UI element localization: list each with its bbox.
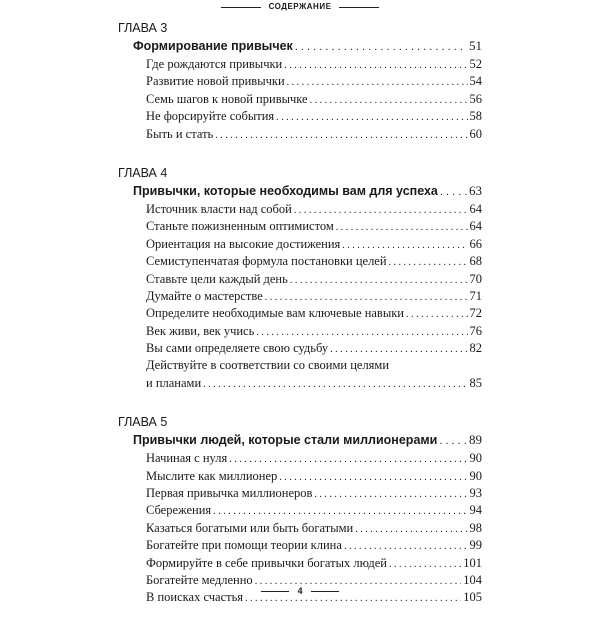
entry-page-number: 60 [469, 126, 482, 141]
dot-leader [276, 109, 467, 125]
toc-entry[interactable] [118, 253, 482, 270]
entry-page-number: 66 [469, 236, 482, 251]
entry-page-number: 76 [469, 323, 482, 338]
running-head-rule-right [339, 7, 379, 8]
entry-page-number: 82 [469, 341, 482, 356]
chapter-label: ГЛАВА 4 [118, 165, 168, 180]
entry-title: Быть и стать [146, 126, 214, 141]
chapter-block [118, 165, 482, 392]
entry-page-number: 64 [469, 219, 482, 234]
entry-page-number: 99 [469, 538, 482, 553]
page-number: 4 [297, 586, 303, 596]
entry-title: Источник власти над собой [146, 201, 292, 216]
dot-leader [439, 431, 467, 450]
entry-title: Семиступенчатая формула постановки целей [146, 254, 387, 269]
footer-rule-right [311, 591, 339, 592]
toc-entry[interactable] [118, 56, 482, 73]
entry-page-number: 58 [469, 109, 482, 124]
running-head [0, 0, 600, 14]
dot-leader [336, 219, 468, 235]
entry-page-number: 85 [469, 375, 482, 390]
toc-entry[interactable] [118, 537, 482, 554]
entry-title: Не форсируйте события [146, 109, 275, 124]
section-page-number: 51 [469, 38, 482, 53]
toc-section-entry[interactable] [118, 430, 482, 450]
entry-title: В поисках счастья [146, 590, 244, 605]
toc-entry[interactable] [118, 236, 482, 253]
dot-leader [314, 486, 467, 502]
dot-leader [265, 289, 468, 305]
entry-title: Думайте о мастерстве [146, 288, 263, 303]
toc-entry[interactable] [118, 520, 482, 537]
dot-leader [287, 74, 468, 90]
toc-entry[interactable] [118, 555, 482, 572]
section-page-number: 63 [469, 182, 482, 198]
dot-leader [215, 127, 467, 143]
entry-page-number: 93 [469, 486, 482, 501]
dot-leader [256, 324, 467, 340]
entry-title: Мыслите как миллионер [146, 468, 278, 483]
chapter-block [118, 20, 482, 143]
footer-rule-left [261, 591, 289, 592]
section-title: Привычки людей, которые стали миллионерами [133, 433, 438, 448]
toc-entry[interactable] [118, 502, 482, 519]
entry-title: Где рождаются привычки [146, 57, 283, 71]
dot-leader [330, 341, 467, 357]
dot-leader [440, 182, 467, 201]
section-title: Формирование привычек [133, 39, 293, 53]
chapter-label: ГЛАВА 5 [118, 415, 168, 430]
entry-page-number: 105 [463, 590, 482, 605]
entry-title: Ставьте цели каждый день [146, 271, 288, 286]
toc-section-entry[interactable] [118, 181, 482, 201]
toc-entry[interactable] [118, 323, 482, 340]
toc-entry[interactable] [118, 91, 482, 108]
toc-entry[interactable] [118, 288, 482, 305]
entry-page-number: 104 [463, 572, 482, 587]
toc-entry[interactable] [118, 340, 482, 357]
dot-leader [279, 469, 467, 485]
toc-entry[interactable] [118, 485, 482, 502]
dot-leader [295, 37, 467, 56]
toc-entry[interactable] [118, 218, 482, 235]
entry-title: Век живи, век учись [146, 323, 255, 338]
entry-page-number: 71 [469, 288, 482, 303]
entry-page-number: 68 [469, 254, 482, 269]
entry-title: Богатейте при помощи теории клина [146, 538, 342, 553]
entry-page-number: 52 [469, 57, 482, 71]
section-page-number: 89 [469, 432, 482, 448]
dot-leader [290, 272, 468, 288]
running-head-title: СОДЕРЖАНИЕ [268, 2, 332, 11]
dot-leader [294, 202, 468, 218]
section-title: Привычки, которые необходимы вам для успеха [133, 183, 438, 198]
toc-entry-first-line[interactable]: Действуйте в соответствии со своими целями [146, 358, 390, 373]
entry-title: Определите необходимые вам ключевые навыки [146, 306, 404, 321]
running-head-rule-left [221, 7, 261, 8]
entry-page-number: 90 [469, 451, 482, 466]
toc-entry[interactable] [118, 201, 482, 218]
toc-entry[interactable] [118, 450, 482, 467]
entry-title: Начиная с нуля [146, 451, 228, 466]
page-footer [0, 584, 600, 598]
toc-entry[interactable] [118, 468, 482, 485]
table-of-contents [118, 20, 482, 629]
entry-page-number: 64 [469, 201, 482, 216]
toc-entry[interactable] [118, 375, 482, 392]
entry-page-number: 101 [463, 555, 482, 570]
dot-leader [213, 503, 467, 519]
toc-section-entry[interactable] [118, 36, 482, 56]
chapter-label: ГЛАВА 3 [118, 21, 168, 35]
dot-leader [406, 306, 468, 322]
entry-title: Богатейте медленно [146, 572, 253, 587]
entry-page-number: 70 [469, 271, 482, 286]
chapter-block [118, 414, 482, 607]
toc-entry[interactable] [118, 126, 482, 143]
entry-page-number: 56 [469, 91, 482, 106]
entry-title: Семь шагов к новой привычке [146, 91, 308, 106]
dot-leader [203, 376, 467, 392]
entry-page-number: 72 [469, 306, 482, 321]
dot-leader [355, 521, 467, 537]
dot-leader [284, 57, 467, 73]
toc-entry[interactable] [118, 271, 482, 288]
entry-title: и планами [146, 375, 202, 390]
entry-title: Формируйте в себе привычки богатых людей [146, 555, 387, 570]
entry-title: Сбережения [146, 503, 212, 518]
dot-leader [342, 237, 467, 253]
dot-leader [310, 92, 468, 108]
dot-leader [229, 451, 467, 467]
toc-entry[interactable] [118, 305, 482, 322]
dot-leader [344, 538, 468, 554]
dot-leader [389, 556, 461, 572]
entry-title: Вы сами определяете свою судьбу [146, 341, 329, 356]
entry-page-number: 90 [469, 468, 482, 483]
entry-page-number: 98 [469, 520, 482, 535]
entry-title: Станьте пожизненным оптимистом [146, 219, 334, 234]
toc-entry[interactable] [118, 108, 482, 125]
entry-title: Первая привычка миллионеров [146, 486, 313, 501]
entry-title: Ориентация на высокие достижения [146, 236, 341, 251]
dot-leader [389, 254, 468, 270]
entry-page-number: 94 [469, 503, 482, 518]
entry-title: Развитие новой привычки [146, 74, 285, 89]
toc-entry[interactable] [118, 73, 482, 90]
entry-title: Казаться богатыми или быть богатыми [146, 520, 354, 535]
entry-page-number: 54 [469, 74, 482, 89]
